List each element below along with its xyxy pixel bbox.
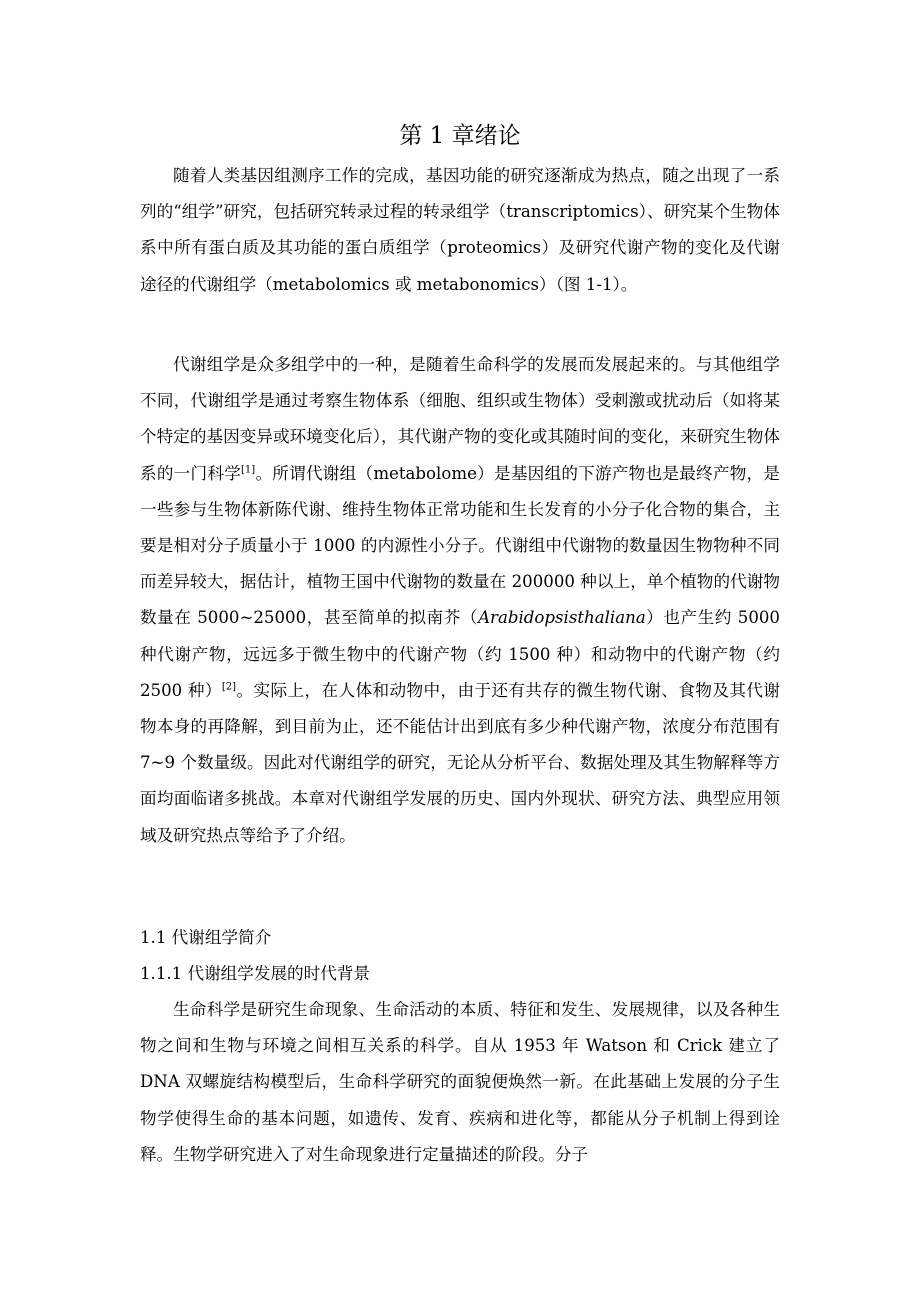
chapter-title: 第 1 章绪论 bbox=[399, 123, 521, 149]
section-heading: 1.1 代谢组学简介 bbox=[140, 928, 272, 947]
paragraph-intro: 随着人类基因组测序工作的完成，基因功能的研究逐渐成为热点，随之出现了一系列的“组学”研究，包括研究转录过程的转录组学（transcriptomics）、研究某个生物体系中所有蛋白质及其功能的蛋白质组学（proteomics）及研究代谢产物的变化及代谢途径的代谢组学（metabolomics 或 metabonomics）（图 1-1）。 bbox=[140, 166, 780, 294]
paragraph-text: 代谢组学是众多组学中的一种，是随着生命科学的发展而发展起来的。与其他组学不同，代谢组学是通过考察生物体系（细胞、组织或生物体）受刺激或扰动后（如将某个特定的基因变异或环境变化后），其代谢产物的变化或其随时间的变化，来研究生物体系的一门科学 bbox=[140, 355, 780, 483]
citation-ref: [2] bbox=[221, 681, 237, 693]
subsection-heading: 1.1.1 代谢组学发展的时代背景 bbox=[140, 964, 371, 983]
paragraph-metabolomics bbox=[140, 347, 780, 854]
species-name: Arabidopsisthaliana bbox=[478, 608, 646, 628]
paragraph-text: 。所谓代谢组（metabolome）是基因组的下游产物也是最终产物，是一些参与生物体新陈代谢、维持生物体正常功能和生长发育的小分子化合物的集合，主要是相对分子质量小于 1000 的内源性小分子。代谢组中代谢物的数量因生物物种不同而差异较大，据估计，植物王国中代谢物的数量在 200000 种以上，单个植物的代谢物数量在 5000~25000，甚至简单的拟南芥（ bbox=[140, 463, 780, 628]
paragraph-background: 生命科学是研究生命现象、生命活动的本质、特征和发生、发展规律，以及各种生物之间和生物与环境之间相互关系的科学。自从 1953 年 Watson 和 Crick 建立了 DNA 双螺旋结构模型后，生命科学研究的面貌便焕然一新。在此基础上发展的分子生物学使得生命的基本问题，如遗传、发育、疾病和进化等，都能从分子机制上得到诠释。生物学研究进入了对生命现象进行定量描述的阶段。分子 bbox=[140, 1000, 780, 1164]
paragraph-text: ）也产生约 5000 种代谢产物，远远多于微生物中的代谢产物（约 1500 种）和动物中的代谢产物（约 2500 种） bbox=[140, 608, 780, 700]
citation-ref: [1] bbox=[241, 464, 256, 476]
paragraph-text: 。实际上，在人体和动物中，由于还有共存的微生物代谢、食物及其代谢物本身的再降解，到目前为止，还不能估计出到底有多少种代谢产物，浓度分布范围有 7~9 个数量级。因此对代谢组学的研究，无论从分析平台、数据处理及其生物解释等方面均面临诸多挑战。本章对代谢组学发展的历史、国内外现状、研究方法、典型应用领域及研究热点等给予了介绍。 bbox=[140, 680, 780, 845]
